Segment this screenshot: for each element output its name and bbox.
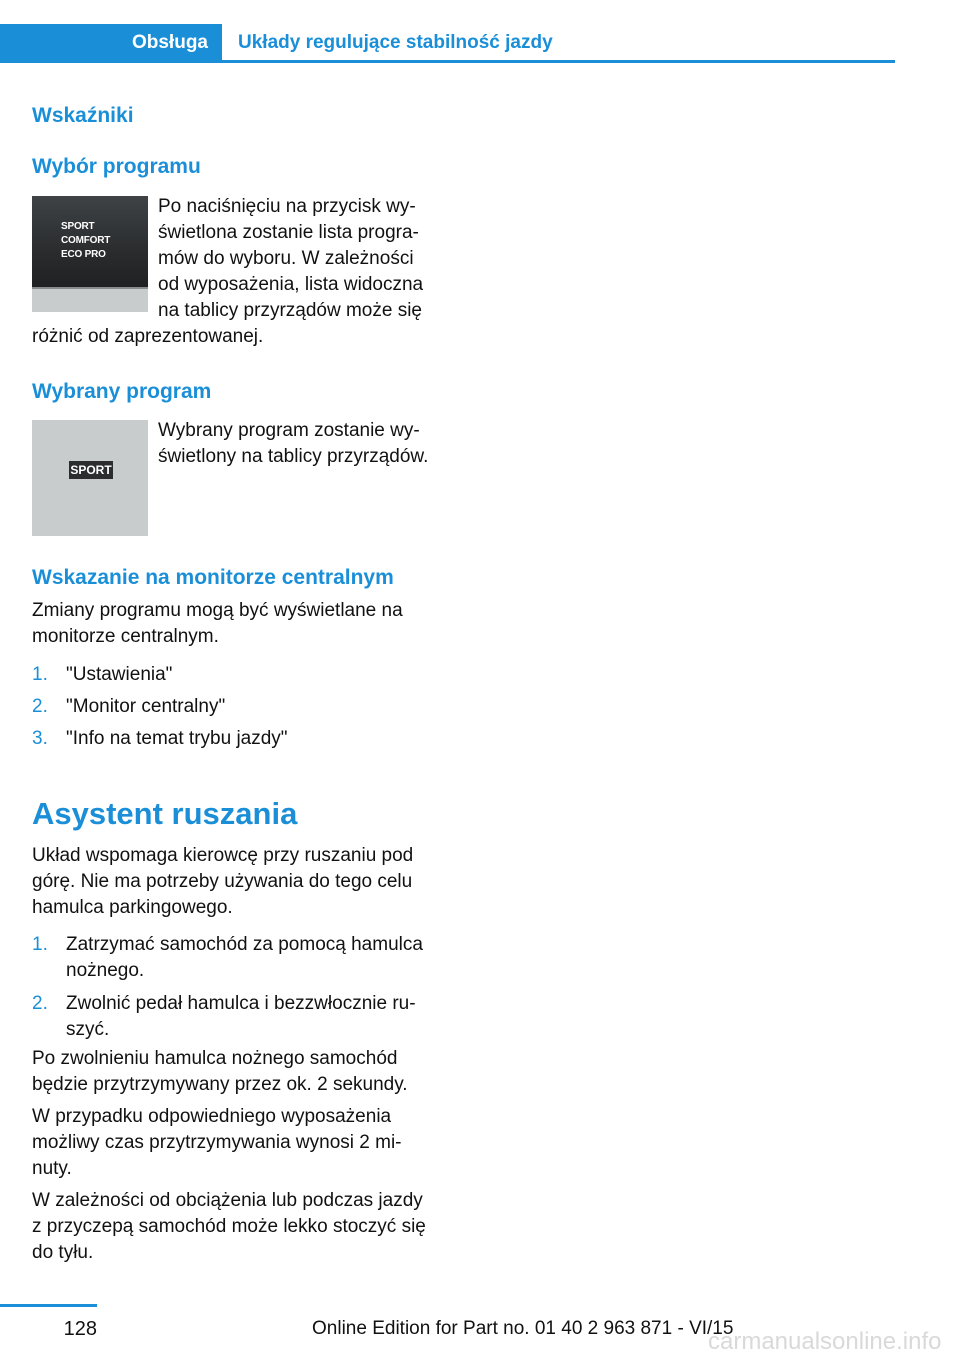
tab-obsluga[interactable]: Obsługa — [0, 24, 222, 62]
list-text: Zatrzymać samochód za pomocą hamulca nożnego. — [66, 934, 423, 981]
monitor-paragraph: Zmiany programu mogą być wyświetlane na monitorze centralnym. — [32, 600, 403, 647]
option-comfort: COMFORT — [61, 235, 111, 246]
heading-wybor-programu: Wybór programu — [32, 155, 201, 178]
program-list-image — [32, 196, 148, 312]
wybor-paragraph-end: różnić od zaprezentowanej. — [32, 326, 264, 347]
list-number: 1. — [32, 664, 48, 685]
wybrany-paragraph: Wybrany program zostanie wy- świetlony na tablicy przyrządów. — [158, 420, 429, 467]
display-divider — [32, 287, 148, 289]
list-number: 1. — [32, 934, 48, 955]
wybor-paragraph: Po naciśnięciu na przycisk wy- świetlona zostanie lista progra- mów do wyboru. W zależności od wyposażenia, lista widoczna na tablicy przyrządów może się — [158, 196, 424, 321]
list-text: "Monitor centralny" — [66, 696, 226, 717]
selected-program-image — [32, 420, 148, 536]
list-text: Zwolnić pedał hamulca i bezzwłocznie ru- szyć. — [66, 993, 416, 1040]
watermark: carmanualsonline.info — [708, 1328, 942, 1355]
asystent-paragraph-3: W zależności od obciążenia lub podczas jazdy z przyczepą samochód może lekko stoczyć się do tyłu. — [32, 1190, 426, 1263]
footer-rule — [0, 1304, 97, 1307]
asystent-paragraph-1: Po zwolnieniu hamulca nożnego samochód będzie przytrzymywany przez ok. 2 sekundy. — [32, 1048, 408, 1095]
heading-asystent-ruszania: Asystent ruszania — [32, 796, 298, 831]
instrument-display — [32, 196, 148, 287]
heading-wskazniki: Wskaźniki — [32, 104, 134, 127]
asystent-intro: Układ wspomaga kierowcę przy ruszaniu pod górę. Nie ma potrzeby używania do tego celu hamulca parkingowego. — [32, 845, 414, 918]
list-text: "Ustawienia" — [66, 664, 173, 685]
list-number: 2. — [32, 993, 48, 1014]
heading-monitor-centralny: Wskazanie na monitorze centralnym — [32, 566, 394, 589]
option-sport: SPORT — [61, 221, 95, 232]
page-header — [0, 24, 895, 62]
section-title[interactable]: Układy regulujące stabilność jazdy — [238, 32, 553, 53]
sport-badge: SPORT — [70, 463, 112, 477]
page-number: 128 — [63, 1318, 97, 1340]
edition-info: Online Edition for Part no. 01 40 2 963 871 - VI/15 — [312, 1318, 734, 1339]
list-number: 3. — [32, 728, 48, 749]
option-eco-pro: ECO PRO — [61, 249, 106, 260]
list-text: "Info na temat trybu jazdy" — [66, 728, 288, 749]
list-number: 2. — [32, 696, 48, 717]
heading-wybrany-program: Wybrany program — [32, 380, 212, 403]
asystent-paragraph-2: W przypadku odpowiedniego wyposażenia możliwy czas przytrzymywania wynosi 2 mi- nuty. — [32, 1106, 402, 1179]
